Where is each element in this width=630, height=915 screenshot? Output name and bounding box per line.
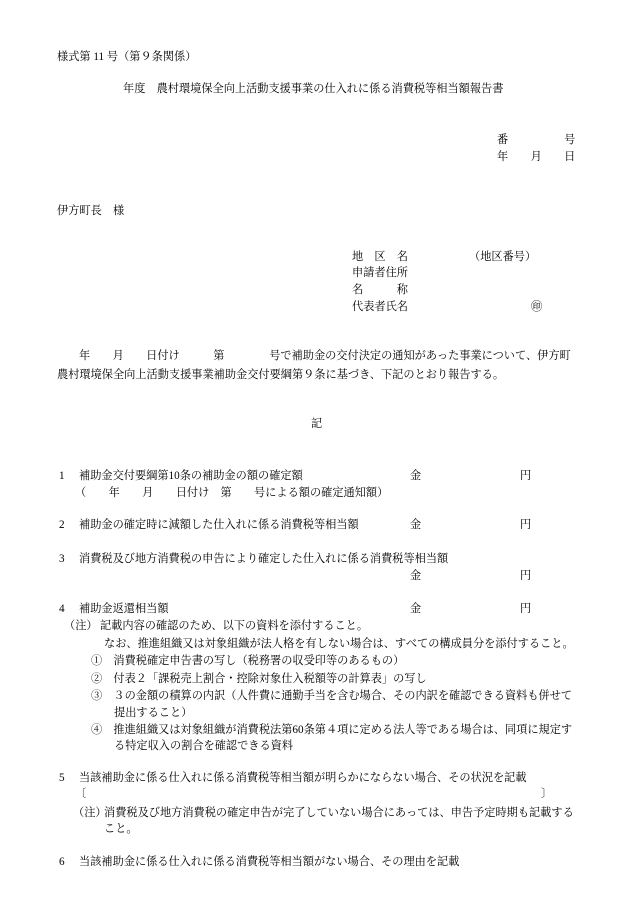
addressee: 伊方町長 様: [57, 205, 125, 217]
body-line: 農村環境保全向上活動支援事業補助金交付要綱第９条に基づき、下記のとおり報告する。: [57, 369, 505, 381]
bracket-open: 〔: [75, 788, 87, 800]
representative-name-label: 代表者氏名: [352, 301, 408, 313]
attachment-item-continuation: 提出すること）: [114, 707, 193, 719]
attachment-item: ① 消費税確定申告書の写し（税務署の収受印等のあるもの）: [91, 655, 405, 667]
amount-currency-label: 金: [410, 519, 422, 531]
applicant-address-label: 申請者住所: [352, 267, 408, 279]
amount-currency-label: 金: [410, 470, 422, 482]
attachment-item: ③ ３の金額の積算の内訳（人件費に通勤手当を含む場合、その内訳を確認できる資料も併せて: [91, 690, 573, 702]
amount-currency-label: 金: [410, 603, 422, 615]
attachment-item: ④ 推進組織又は対象組織が消費税法第60条第４項に定める法人等である場合は、同項に規定す: [91, 724, 573, 736]
item-number: 3: [59, 553, 65, 565]
document-number-line: 番 号: [497, 134, 576, 146]
attachment-item-continuation: る特定収入の割合を確認できる資料: [114, 740, 294, 752]
item-text: 補助金交付要綱第10条の補助金の額の確定額: [79, 470, 303, 482]
note-label: （注）: [64, 620, 98, 632]
item-number: 6: [59, 856, 65, 868]
amount-currency-label: 金: [410, 570, 422, 582]
item-number: 5: [59, 772, 65, 784]
note-line: 記載内容の確認のため、以下の資料を添付すること。: [100, 620, 369, 632]
bracket-close: 〕: [541, 788, 553, 800]
organization-name-label: 名 称: [352, 284, 408, 296]
body-line: 年 月 日付け 第 号で補助金の交付決定の通知があった事業について、伊方町: [79, 350, 571, 362]
form-number-label: 様式第 11 号（第９条関係）: [57, 51, 197, 63]
item-text: 消費税及び地方消費税の申告により確定した仕入れに係る消費税等相当額: [79, 553, 449, 565]
amount-unit-label: 円: [520, 603, 532, 615]
item-number: 4: [59, 603, 65, 615]
item-text: 補助金の確定時に減額した仕入れに係る消費税等相当額: [79, 519, 359, 531]
note-line: こと。: [104, 823, 138, 835]
item-text: 当該補助金に係る仕入れに係る消費税等相当額がない場合、その理由を記載: [79, 856, 460, 868]
item-text: 補助金返還相当額: [79, 603, 169, 615]
note-line: 消費税及び地方消費税の確定申告が完了していない場合にあっては、申告予定時期も記載する: [104, 807, 574, 819]
document-date-line: 年 月 日: [497, 151, 576, 163]
document-title: 年度 農村環境保全向上活動支援事業の仕入れに係る消費税等相当額報告書: [123, 83, 504, 95]
ki-heading: 記: [311, 418, 323, 430]
note-label: （注）: [73, 807, 107, 819]
item-number: 2: [59, 519, 65, 531]
district-number-label: （地区番号）: [469, 251, 537, 263]
attachment-item: ② 付表２「課税売上割合・控除対象仕入税額等の計算表」の写し: [91, 673, 427, 685]
item-text: 当該補助金に係る仕入れに係る消費税等相当額が明らかにならない場合、その状況を記載: [79, 772, 527, 784]
amount-unit-label: 円: [520, 570, 532, 582]
district-name-label: 地 区 名: [352, 251, 408, 263]
note-line: なお、推進組織又は対象組織が法人格を有しない場合は、すべての構成員分を添付すること。: [104, 638, 574, 650]
item-number: 1: [59, 470, 65, 482]
amount-unit-label: 円: [520, 519, 532, 531]
seal-mark: ㊞: [531, 301, 543, 313]
amount-unit-label: 円: [520, 470, 532, 482]
item-subline: （ 年 月 日付け 第 号による額の確定通知額）: [75, 487, 389, 499]
